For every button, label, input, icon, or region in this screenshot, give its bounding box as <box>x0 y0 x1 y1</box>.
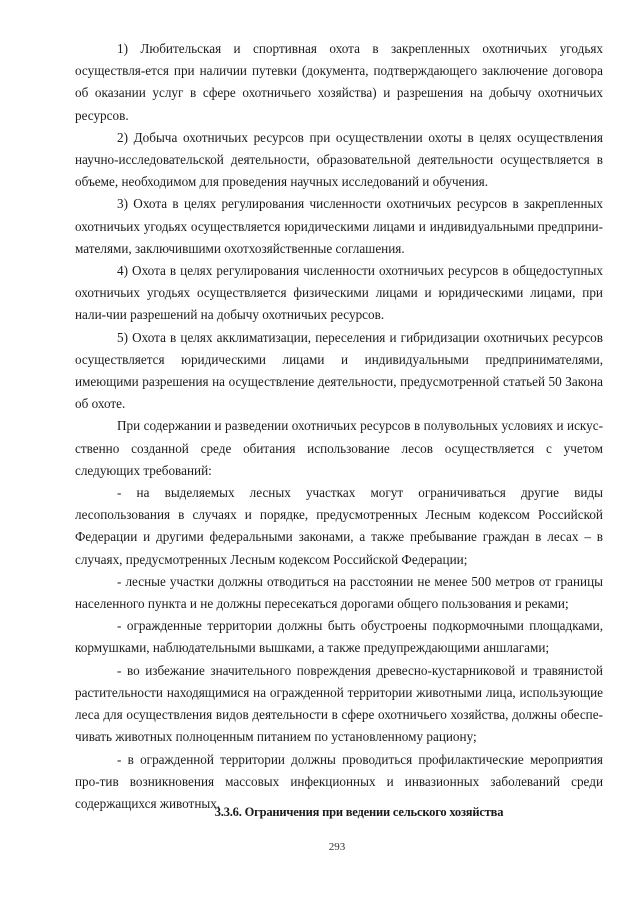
page-number: 293 <box>328 841 346 853</box>
section-heading: 3.3.6. Ограничения при ведении сельского хозяйства <box>214 805 504 819</box>
requirement-distance: - лесные участки должны отводиться на расстоянии не менее 500 метров от границы населенного пункта и не должны пересекаться дорогами общего пользования и реками; <box>75 573 603 612</box>
document-body <box>75 38 603 815</box>
requirement-facilities: - огражденные территории должны быть обустроены подкормочными площадками, кормушками, наблюдательными вышками, а также предупреждающими аншлагами; <box>75 618 603 656</box>
requirement-prevention: - в огражденной территории должны проводиться профилактические мероприятия про-тив возникновения массовых инфекционных и инвазионных заболеваний среди содержащихся животных. <box>75 751 603 811</box>
paragraph-amateur-hunting: 1) Любительская и спортивная охота в закрепленных охотничьих угодьях осуществля-ется при наличии путевки (документа, подтверждающего заключение договора об оказании услуг в сфере охотничьего хозяйства) и разрешения на добычу охотничьих ресурсов. <box>75 41 603 123</box>
requirement-restrictions: - на выделяемых лесных участках могут ограничиваться другие виды лесопользования в случаях и порядке, предусмотренных Лесным кодексом Российской Федерации и другими федеральными законами, а также пребывание граждан в лесах – в случаях, предусмотренных Лесным кодексом Российской Федерации; <box>75 485 603 567</box>
paragraph-research-hunting: 2) Добыча охотничьих ресурсов при осуществлении охоты в целях осуществления научно-исследовательской деятельности, образовательной деятельности осуществляется в объеме, необходимом для проведения научных исследований и обучения. <box>75 129 603 190</box>
paragraph-regulation-assigned-grounds: 3) Охота в целях регулирования численности охотничьих ресурсов в закрепленных охотничьих угодьях осуществляется юридическими лицами и индивидуальными предприни-мателями, заключившими охотхозяйственные соглашения. <box>75 196 603 256</box>
paragraph-semi-free-conditions: При содержании и разведении охотничьих ресурсов в полувольных условиях и искус-ственно созданной среде обитания использование лесов осуществляется с учетом следующих требований: <box>75 418 603 478</box>
requirement-feeding: - во избежание значительного повреждения древесно-кустарниковой и травянистой растительности находящимися на огражденной территории животными лица, использующие леса для осуществления видов деятельности в сфере охотничьего хозяйства, должны обеспе-чивать животных полноценным питанием по установленному рациону; <box>75 662 603 745</box>
paragraph-acclimatization: 5) Охота в целях акклиматизации, переселения и гибридизации охотничьих ресурсов осуществляется юридическими лицами и индивидуальными предпринимателями, имеющими разрешения на осуществление деятельности, предусмотренной статьей 50 Закона об охоте. <box>75 329 603 412</box>
paragraph-regulation-public-grounds: 4) Охота в целях регулирования численности охотничьих ресурсов в общедоступных охотничьих угодьях осуществляется физическими лицами и юридическими лицами, при нали-чии разрешений на добычу охотничьих ресурсов. <box>75 263 603 323</box>
